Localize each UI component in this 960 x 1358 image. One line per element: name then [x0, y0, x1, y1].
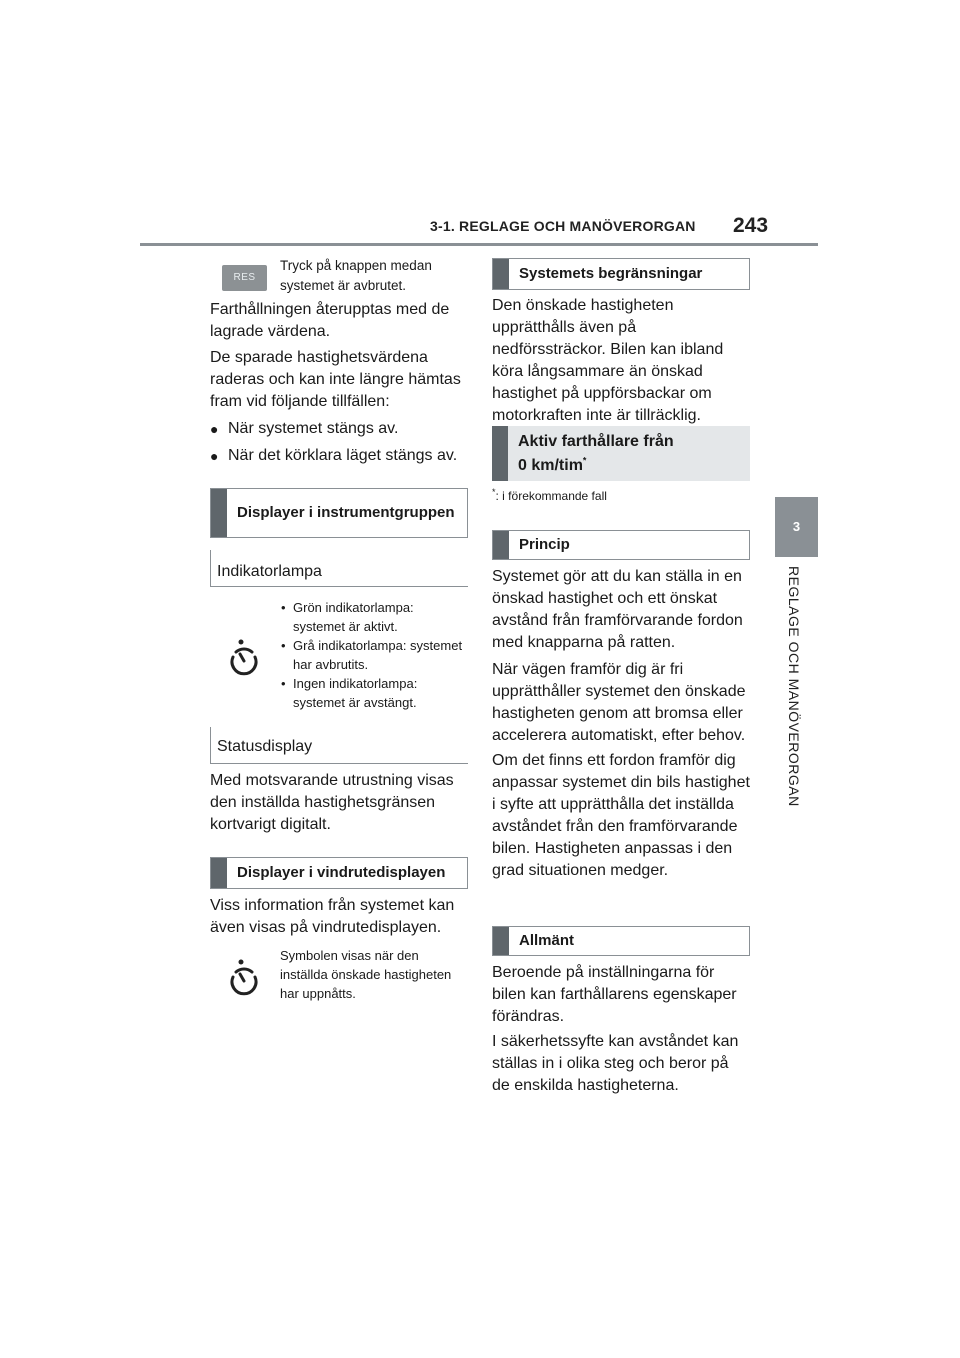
section-heading: Displayer i vindrutedisplayen [210, 857, 468, 889]
section-heading: Aktiv farthållare från 0 km/tim* [492, 426, 750, 481]
list-item: • Ingen indikatorlampa: systemet är avstängt. [281, 674, 466, 712]
list-item: • Grå indikatorlampa: systemet har avbrutits. [281, 636, 466, 674]
table-rule [210, 550, 211, 586]
paragraph: De sparade hastighetsvärdena raderas och kan inte längre hämtas fram vid följande tillfällen: [210, 349, 461, 410]
paragraph: Viss information från systemet kan även visas på vindrutedisplayen. [210, 897, 455, 936]
indicator-list [281, 598, 466, 712]
header-rule [140, 243, 818, 246]
paragraph: Med motsvarande utrustning visas den inställda hastighetsgränsen kortvarigt digitalt. [210, 772, 454, 833]
section-title: 3-1. REGLAGE OCH MANÖVERORGAN [430, 218, 696, 234]
paragraph: I säkerhetssyfte kan avståndet kan ställas in i olika steg och beror på de enskilda hastigheterna. [492, 1033, 739, 1094]
table-row-label: Statusdisplay [217, 738, 313, 755]
res-button-icon: RES [222, 265, 267, 291]
chapter-tab: 3 [775, 497, 818, 557]
hud-description: Symbolen visas när den inställda önskade hastigheten har uppnåtts. [280, 948, 452, 1001]
speedometer-icon [227, 958, 261, 998]
bullet-icon: ● [210, 448, 219, 464]
section-heading: Systemets begränsningar [492, 258, 750, 290]
table-rule [210, 586, 468, 587]
section-heading: Displayer i instrumentgruppen [210, 488, 468, 538]
list-item: • Grön indikatorlampa: systemet är aktivt. [281, 598, 466, 636]
table-rule [210, 763, 468, 764]
paragraph: Beroende på inställningarna för bilen kan farthållarens egenskaper förändras. [492, 964, 737, 1025]
paragraph: Systemet gör att du kan ställa in en önskad hastighet och ett önskat avstånd från framförvarande fordon med knapparna på ratten. [492, 568, 743, 651]
paragraph: Den önskade hastigheten upprätthålls även på nedförssträckor. Bilen kan ibland köra långsammare än önskad hastighet på uppförsbackar om motorkraften inte är tillräcklig. [492, 297, 724, 424]
table-rule [210, 727, 211, 763]
bullet-icon: ● [210, 421, 219, 437]
res-description: Tryck på knappen medan systemet är avbrutet. [280, 258, 432, 293]
page-number: 243 [733, 214, 769, 237]
section-heading: Allmänt [492, 926, 750, 956]
table-row-label: Indikatorlampa [217, 563, 322, 580]
list-item: ● När det körklara läget stängs av. [210, 445, 472, 467]
footnote: *: i förekommande fall [492, 487, 607, 503]
paragraph: När vägen framför dig är fri upprätthåller systemet den önskade hastigheten genom att bromsa eller accelerera automatiskt, efter behov. [492, 661, 746, 744]
section-heading: Princip [492, 530, 750, 560]
speedometer-icon [227, 638, 261, 678]
list-item: ● När systemet stängs av. [210, 418, 472, 440]
paragraph: Farthållningen återupptas med de lagrade värdena. [210, 301, 450, 340]
chapter-label: REGLAGE OCH MANÖVERORGAN [786, 566, 802, 807]
paragraph: Om det finns ett fordon framför dig anpassar systemet din bils hastighet i syfte att upprätthålla det inställda avståndet från den framförvarande bilen. Hastigheten anpassas i den grad situationen medger. [492, 752, 750, 879]
